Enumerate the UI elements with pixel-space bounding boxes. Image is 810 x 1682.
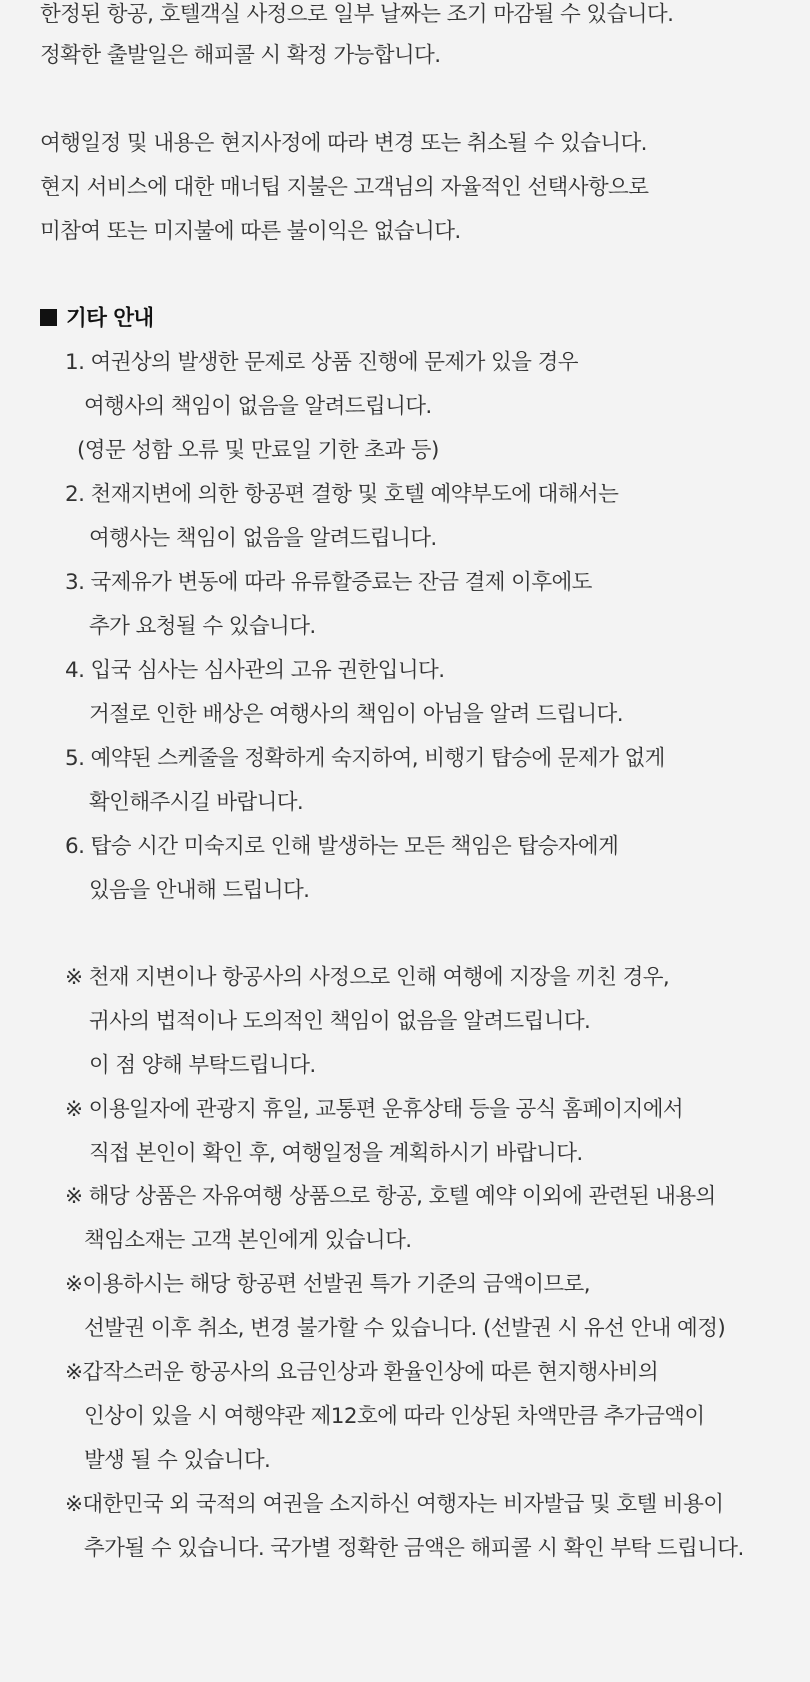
section-heading <box>40 304 154 334</box>
remark-line: ※갑작스러운 항공사의 요금인상과 환율인상에 따른 현지행사비의 <box>65 1360 659 1385</box>
remark-line-cont: 책임소재는 고객 본인에게 있습니다. <box>84 1228 412 1253</box>
notice-item: 6. 탑승 시간 미숙지로 인해 발생하는 모든 책임은 탑승자에게 <box>65 834 619 859</box>
remark-line: ※ 천재 지변이나 항공사의 사정으로 인해 여행에 지장을 끼친 경우, <box>65 965 670 990</box>
remark-line-cont: 선발권 이후 취소, 변경 불가할 수 있습니다. (선발권 시 유선 안내 예정) <box>84 1316 726 1341</box>
notice-item: 3. 국제유가 변동에 따라 유류할증료는 잔금 결제 이후에도 <box>65 570 592 595</box>
notice-item-cont: (영문 성함 오류 및 만료일 기한 초과 등) <box>77 438 439 463</box>
intro-line: 한정된 항공, 호텔객실 사정으로 일부 날짜는 조기 마감될 수 있습니다. <box>40 2 674 27</box>
notice-item-cont: 확인해주시길 바랍니다. <box>89 790 304 815</box>
notice-item: 1. 여권상의 발생한 문제로 상품 진행에 문제가 있을 경우 <box>65 350 578 375</box>
remark-line: ※ 이용일자에 관광지 휴일, 교통편 운휴상태 등을 공식 홈페이지에서 <box>65 1097 684 1122</box>
notice-item: 4. 입국 심사는 심사관의 고유 권한입니다. <box>65 658 445 683</box>
remark-line-cont: 추가될 수 있습니다. 국가별 정확한 금액은 해피콜 시 확인 부탁 드립니다. <box>84 1536 744 1561</box>
remark-line-cont: 귀사의 법적이나 도의적인 책임이 없음을 알려드립니다. <box>89 1009 591 1034</box>
intro-line: 미참여 또는 미지불에 따른 불이익은 없습니다. <box>40 219 461 244</box>
intro-line: 현지 서비스에 대한 매너팁 지불은 고객님의 자율적인 선택사항으로 <box>40 175 649 200</box>
intro-line: 여행일정 및 내용은 현지사정에 따라 변경 또는 취소될 수 있습니다. <box>40 131 647 156</box>
remark-line-cont: 이 점 양해 부탁드립니다. <box>89 1053 316 1078</box>
intro-line: 정확한 출발일은 해피콜 시 확정 가능합니다. <box>40 43 441 68</box>
notice-item-cont: 있음을 안내해 드립니다. <box>89 878 310 903</box>
notice-item: 5. 예약된 스케줄을 정확하게 숙지하여, 비행기 탑승에 문제가 없게 <box>65 746 665 771</box>
remark-line-cont: 인상이 있을 시 여행약관 제12호에 따라 인상된 차액만큼 추가금액이 <box>84 1404 705 1429</box>
remark-line-cont: 발생 될 수 있습니다. <box>84 1448 271 1473</box>
square-bullet-icon <box>40 309 57 326</box>
notice-item-cont: 여행사는 책임이 없음을 알려드립니다. <box>89 526 437 551</box>
section-title: 기타 안내 <box>66 306 154 331</box>
remark-line: ※대한민국 외 국적의 여권을 소지하신 여행자는 비자발급 및 호텔 비용이 <box>65 1492 724 1517</box>
notice-item-cont: 거절로 인한 배상은 여행사의 책임이 아님을 알려 드립니다. <box>89 702 623 727</box>
remark-line-cont: 직접 본인이 확인 후, 여행일정을 계획하시기 바랍니다. <box>89 1141 583 1166</box>
notice-item-cont: 추가 요청될 수 있습니다. <box>89 614 316 639</box>
notice-item-cont: 여행사의 책임이 없음을 알려드립니다. <box>84 394 432 419</box>
remark-line: ※이용하시는 해당 항공편 선발권 특가 기준의 금액이므로, <box>65 1272 590 1297</box>
remark-line: ※ 해당 상품은 자유여행 상품으로 항공, 호텔 예약 이외에 관련된 내용의 <box>65 1184 716 1209</box>
notice-item: 2. 천재지변에 의한 항공편 결항 및 호텔 예약부도에 대해서는 <box>65 482 619 507</box>
